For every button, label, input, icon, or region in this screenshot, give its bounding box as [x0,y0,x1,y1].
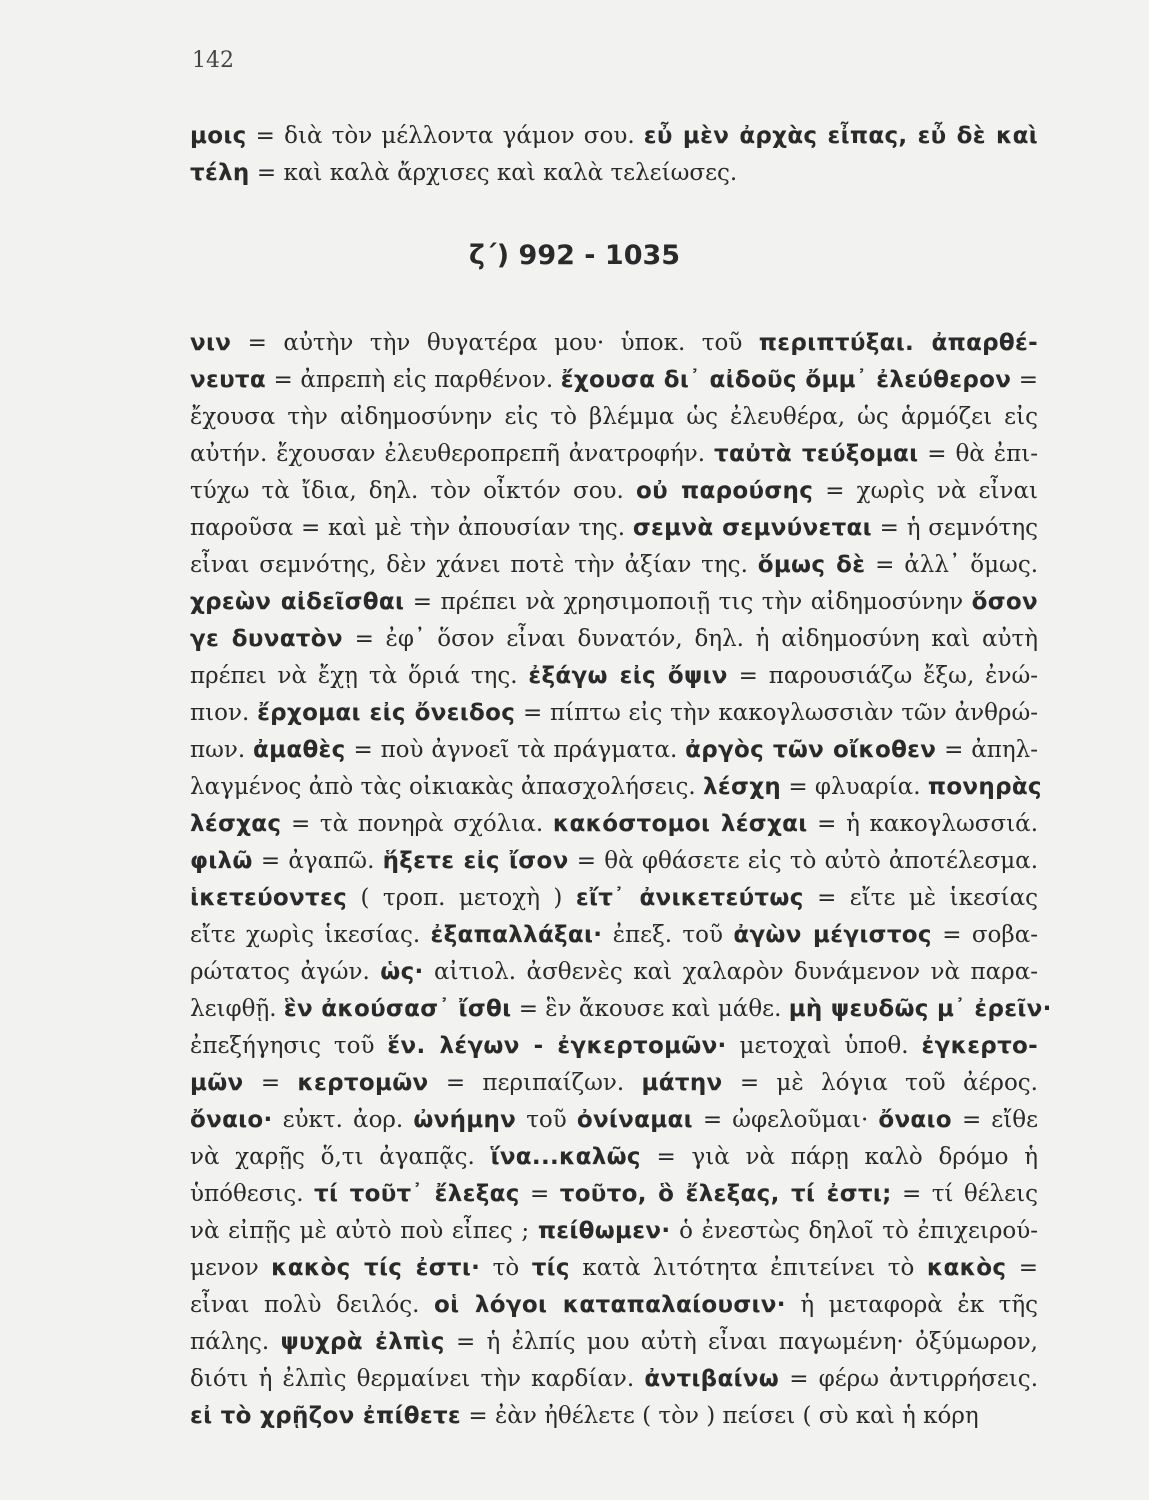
gloss-text: = εἴτε μὲ ἱκεσίας [803,885,1038,911]
lemma-term: ἀντιβαίνω [644,1366,780,1392]
gloss-text: κατὰ λιτότητα ἐπιτείνει τὸ [569,1255,927,1281]
lemma-term: εὖ μὲν ἀρχὰς εἶπας, εὖ δὲ καὶ [643,123,1038,149]
gloss-text: = ἀλλ᾿ ὅμως. [865,552,1039,578]
text-line [190,547,1038,584]
lemma-term: πονηρὰς [927,774,1042,800]
gloss-text: = ἐφ᾿ ὅσον εἶναι δυνατόν, δηλ. ἡ αἰδημοσύνη καὶ αὐτὴ [342,626,1038,652]
lemma-term: ἀγὼν μέγιστος [733,922,932,948]
lemma-term: μὴ ψευδῶς μ᾿ ἐρεῖν· [788,996,1052,1022]
lemma-term: λέσχας [190,811,282,837]
gloss-text: τὸ [480,1255,532,1281]
lemma-term: νευτα [190,367,266,393]
gloss-text: πρέπει νὰ ἔχῃ τὰ ὅριά της. [190,663,529,689]
lemma-term: κακόστομοι λέσχαι [552,811,808,837]
gloss-text: = [1011,367,1038,393]
gloss-text: = ἡ σεμνότης [871,515,1038,541]
gloss-text: = θὰ ἐπι- [918,441,1038,467]
gloss-text: = περιπαίζων. [428,1070,642,1096]
gloss-text: = ἐὰν ἠθέλετε ( τὸν ) πείσει ( σὺ καὶ ἡ κόρη [461,1403,979,1429]
gloss-text: = ὠφελοῦμαι· [692,1107,879,1133]
lemma-term: εἰ τὸ χρῇζον ἐπίθετε [190,1403,462,1429]
text-line [190,1398,1038,1435]
text-line [190,1139,1038,1176]
gloss-text: νὰ χαρῇς ὅ,τι ἀγαπᾷς. [190,1144,491,1170]
lemma-term: ὄναιο· [190,1107,273,1133]
gloss-text: ( τροπ. μετοχὴ ) [347,885,576,911]
lemma-term: γε δυνατὸν [190,626,343,652]
gloss-text: πιον. [190,700,258,726]
lemma-term: ἀργὸς τῶν οἴκοθεν [685,737,937,763]
gloss-text: τύχω τὰ ἴδια, δηλ. τὸν οἶκτόν σου. [190,478,636,504]
gloss-text: = [243,1070,298,1096]
gloss-text: πάλης. [190,1329,281,1355]
page-number: 142 [192,48,234,73]
lemma-term: τοῦτο, ὃ ἔλεξας, τί ἐστι; [559,1181,892,1207]
lemma-term: ὄναιο [878,1107,952,1133]
lemma-term: ἵνα...καλῶς [490,1144,641,1170]
text-line [190,325,1038,362]
gloss-text: εἴτε χωρὶς ἱκεσίας. [190,922,431,948]
lemma-term: μῶν [190,1070,244,1096]
gloss-text: = ἀγαπῶ. [252,848,383,874]
lemma-term: λέσχη [703,774,782,800]
gloss-text: = ποὺ ἀγνοεῖ τὰ πράγματα. [345,737,686,763]
gloss-text: = παρουσιάζω ἔξω, ἐνώ- [727,663,1038,689]
gloss-text: εἶναι σεμνότης, δὲν χάνει ποτὲ τὴν ἀξίαν της. [190,552,758,578]
lemma-term: ὅσον [971,589,1038,615]
text-line [190,1324,1038,1361]
lemma-term: ταὐτὰ τεύξομαι [713,441,919,467]
text-line [190,769,1042,806]
commentary-block-continued [190,118,1038,192]
lemma-term: τί τοῦτ᾿ ἔλεξας [314,1181,520,1207]
lemma-term: ἔχουσα δι᾿ αἰδοῦς ὄμμ᾿ ἐλεύθερον [560,367,1012,393]
gloss-text: αὐτήν. ἔχουσαν ἐλευθεροπρεπῆ ἀνατροφήν. [190,441,714,467]
gloss-text: τοῦ [516,1107,577,1133]
gloss-text: ἡ μεταφορὰ ἐκ τῆς [785,1292,1038,1318]
lemma-term: ἐξαπαλλάξαι· [430,922,603,948]
gloss-text: = χωρὶς νὰ εἶναι [813,478,1039,504]
text-line [190,1250,1038,1287]
lemma-term: ὀνίναμαι [576,1107,693,1133]
gloss-text: = πρέπει νὰ χρησιμοποιῇ τις τὴν αἰδημοσύνην [404,589,972,615]
gloss-text: ἔχουσα τὴν αἰδημοσύνην εἰς τὸ βλέμμα ὡς ἐλευθέρα, ὡς ἁρμόζει εἰς [190,404,1038,430]
text-line [190,880,1038,917]
lemma-term: φιλῶ [190,848,253,874]
lemma-term: χρεὼν αἰδεῖσθαι [190,589,405,615]
lemma-term: πείθωμεν· [537,1218,671,1244]
text-line [190,399,1038,436]
gloss-text: = τί θέλεις [891,1181,1038,1207]
lemma-term: ἔρχομαι εἰς ὄνειδος [257,700,516,726]
lemma-term: σεμνὰ σεμνύνεται [632,515,872,541]
text-line [190,473,1038,510]
gloss-text: = πίπτω εἰς τὴν κακογλωσσιὰν τῶν ἀνθρώ- [515,700,1038,726]
text-line [190,695,1038,732]
gloss-text: ρώτατος ἀγών. [190,959,381,985]
text-line [190,621,1038,658]
text-line [190,954,1038,991]
text-line [190,806,1038,843]
gloss-text: = [519,1181,560,1207]
text-line [190,991,1052,1028]
text-line [190,1176,1038,1213]
gloss-text: = ἡ ἐλπίς μου αὐτὴ εἶναι παγωμένη· ὀξύμωρον, [444,1329,1038,1355]
gloss-text: ὁ ἐνεστὼς δηλοῖ τὸ ἐπιχειρού- [670,1218,1038,1244]
lemma-term: τίς [531,1255,570,1281]
lemma-term: ἕν. λέγων - ἐγκερτομῶν· [387,1033,727,1059]
lemma-term: μοις [190,123,247,149]
gloss-text: = [1006,1255,1038,1281]
gloss-text: ἐπεξ. τοῦ [602,922,734,948]
text-line [190,658,1038,695]
text-line [190,1028,1038,1065]
text-line [190,436,1038,473]
lemma-term: περιπτύξαι. ἀπαρθέ- [758,330,1038,356]
gloss-text: = εἴθε [951,1107,1039,1133]
gloss-text: = καὶ καλὰ ἄρχισες καὶ καλὰ τελείωσες. [249,160,738,186]
gloss-text: μενον [190,1255,272,1281]
text-line [190,510,1038,547]
commentary-block-section [190,325,1052,1435]
text-line [190,917,1038,954]
text-line [190,362,1038,399]
lemma-term: ἥξετε εἰς ἴσον [382,848,569,874]
gloss-text: = σοβα- [931,922,1038,948]
lemma-term: οὐ παρούσης [635,478,814,504]
gloss-text: ἐπεξήγησις τοῦ [190,1033,388,1059]
gloss-text: = ἀπρεπὴ εἰς παρθένον. [265,367,561,393]
text-line [190,1065,1038,1102]
gloss-text: = τὰ πονηρὰ σχόλια. [281,811,553,837]
lemma-term: ὠνήμην [413,1107,517,1133]
text-line [190,1102,1038,1139]
gloss-text: = ἀπηλ- [936,737,1038,763]
lemma-term: ἐξάγω εἰς ὄψιν [528,663,728,689]
lemma-term: νιν [190,330,232,356]
lemma-term: ἀμαθὲς [253,737,346,763]
gloss-text: = μὲ λόγια τοῦ ἀέρος. [722,1070,1038,1096]
gloss-text: = αὐτὴν τὴν θυγατέρα μου· ὑποκ. τοῦ [231,330,759,356]
lemma-term: κακὸς [926,1255,1007,1281]
gloss-text: = φέρω ἀντιρρήσεις. [779,1366,1038,1392]
gloss-text: νὰ εἰπῇς μὲ αὐτὸ ποὺ εἶπες ; [190,1218,538,1244]
lemma-term: ψυχρὰ ἐλπὶς [280,1329,445,1355]
text-line [190,1213,1038,1250]
lemma-term: κερτομῶν [297,1070,429,1096]
lemma-term: ὡς· [380,959,424,985]
lemma-term: μάτην [641,1070,723,1096]
text-line [190,1361,1038,1398]
lemma-term: τέλη [190,160,250,186]
gloss-text: = διὰ τὸν μέλλοντα γάμον σου. [246,123,644,149]
gloss-text: αἰτιολ. ἀσθενὲς καὶ χαλαρὸν δυνάμενον νὰ παρα- [423,959,1038,985]
text-line [190,584,1038,621]
gloss-text: εὐκτ. ἀορ. [272,1107,414,1133]
text-line [190,1287,1038,1324]
lemma-term: ὅμως δὲ [757,552,866,578]
gloss-text: διότι ἡ ἐλπὶς θερμαίνει τὴν καρδίαν. [190,1366,645,1392]
lemma-term: ἓν ἀκούσασ᾿ ἴσθι [283,996,512,1022]
gloss-text: = φλυαρία. [781,774,928,800]
lemma-term: ἐγκερτο- [921,1033,1039,1059]
section-heading: ζ΄) 992 - 1035 [468,240,681,271]
lemma-term: κακὸς τίς ἐστι· [271,1255,481,1281]
gloss-text: = ἓν ἄκουσε καὶ μάθε. [511,996,789,1022]
gloss-text: λαγμένος ἀπὸ τὰς οἰκιακὰς ἀπασχολήσεις. [190,774,704,800]
lemma-term: ἱκετεύοντες [190,885,348,911]
gloss-text: εἶναι πολὺ δειλός. [190,1292,435,1318]
gloss-text: μετοχαὶ ὑποθ. [726,1033,922,1059]
gloss-text: = γιὰ νὰ πάρῃ καλὸ δρόμο ἡ [640,1144,1038,1170]
gloss-text: = ἡ κακογλωσσιά. [807,811,1039,837]
text-line [190,732,1038,769]
lemma-term: οἱ λόγοι καταπαλαίουσιν· [434,1292,786,1318]
text-line [190,155,1038,192]
lemma-term: εἴτ᾿ ἀνικετεύτως [575,885,804,911]
text-line [190,843,1038,880]
gloss-text: πων. [190,737,254,763]
gloss-text: παροῦσα = καὶ μὲ τὴν ἀπουσίαν της. [190,515,633,541]
gloss-text: = θὰ φθάσετε εἰς τὸ αὐτὸ ἀποτέλεσμα. [568,848,1039,874]
gloss-text: ὑπόθεσις. [190,1181,314,1207]
gloss-text: λειφθῇ. [190,996,284,1022]
text-line [190,118,1038,155]
